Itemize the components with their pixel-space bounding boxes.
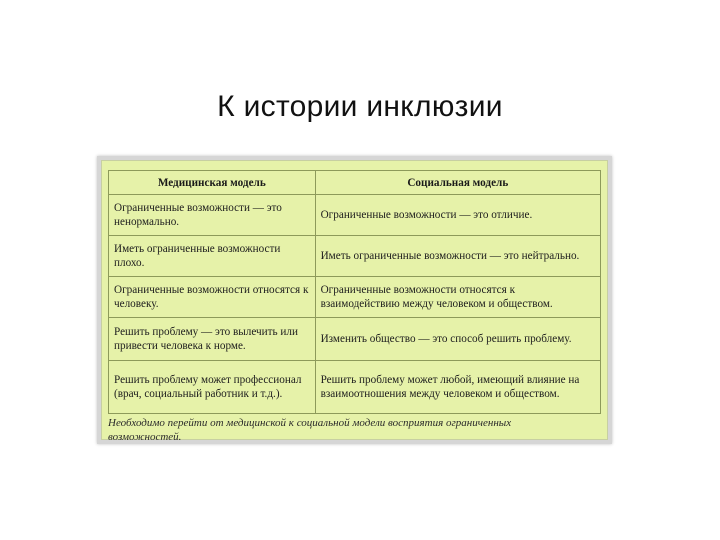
table-row <box>109 277 601 318</box>
cell-medical: Решить проблему — это вылечить или привести человека к норме. <box>109 318 316 361</box>
table-header-row <box>109 171 601 195</box>
cell-medical: Решить проблему может профессионал (врач, социальный работник и т.д.). <box>109 361 316 414</box>
cell-social: Решить проблему может любой, имеющий влияние на взаимоотношения между человеком и обществом. <box>315 361 600 414</box>
table-row <box>109 318 601 361</box>
slide-title: К истории инклюзии <box>217 90 503 123</box>
header-social-model: Социальная модель <box>315 171 600 195</box>
cell-social: Изменить общество — это способ решить проблему. <box>315 318 600 361</box>
table-row <box>109 195 601 236</box>
cell-social: Ограниченные возможности относятся к взаимодействию между человеком и обществом. <box>315 277 600 318</box>
cell-medical: Ограниченные возможности относятся к человеку. <box>109 277 316 318</box>
cell-medical: Ограниченные возможности — это ненормально. <box>109 195 316 236</box>
comparison-table <box>108 170 601 414</box>
comparison-table-image <box>97 156 612 444</box>
comparison-table-panel <box>101 160 608 443</box>
table-row <box>109 236 601 277</box>
table-row <box>109 361 601 414</box>
table-footnote: Необходимо перейти от медицинской к социальной модели восприятия ограниченных возможностей. <box>108 417 512 443</box>
header-medical-model: Медицинская модель <box>109 171 316 195</box>
cell-medical: Иметь ограниченные возможности плохо. <box>109 236 316 277</box>
cell-social: Ограниченные возможности — это отличие. <box>315 195 600 236</box>
cell-social: Иметь ограниченные возможности — это нейтрально. <box>315 236 600 277</box>
